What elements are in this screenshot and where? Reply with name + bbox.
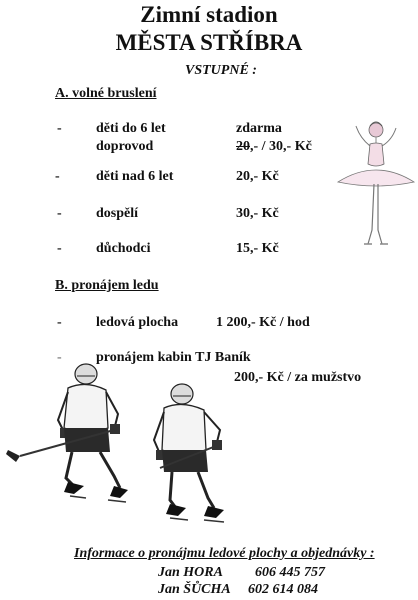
dash: - bbox=[57, 121, 62, 136]
section-b-heading: B. pronájem ledu bbox=[55, 278, 159, 293]
contact-name: Jan ŠŮCHA bbox=[158, 582, 231, 597]
price-value: 20,- Kč bbox=[236, 169, 279, 184]
dash: - bbox=[57, 315, 62, 330]
subtitle: VSTUPNÉ : bbox=[185, 63, 257, 78]
price-label: děti nad 6 let bbox=[96, 169, 174, 184]
contact-name: Jan HORA bbox=[158, 565, 223, 580]
price-value bbox=[236, 139, 312, 155]
dash: - bbox=[55, 169, 60, 184]
price-value: 1 200,- Kč / hod bbox=[216, 315, 310, 330]
title-line-1: Zimní stadion bbox=[140, 2, 278, 27]
dash: - bbox=[57, 350, 62, 365]
price-value: zdarma bbox=[236, 121, 282, 136]
section-a-heading: A. volné bruslení bbox=[55, 86, 157, 101]
price-label: dospělí bbox=[96, 206, 139, 221]
price-label: ledová plocha bbox=[96, 315, 179, 330]
hockey-player-illustration bbox=[2, 358, 134, 508]
new-price: ,- / 30,- Kč bbox=[250, 139, 312, 154]
dash: - bbox=[57, 206, 62, 221]
price-label: pronájem kabin TJ Baník bbox=[96, 350, 251, 365]
price-label: důchodci bbox=[96, 241, 151, 256]
price-label: děti do 6 let bbox=[96, 121, 166, 136]
price-value: 30,- Kč bbox=[236, 206, 279, 221]
dash: - bbox=[57, 241, 62, 256]
price-label: doprovod bbox=[96, 139, 154, 154]
old-price: 20 bbox=[236, 139, 250, 154]
ballerina-illustration bbox=[330, 118, 418, 250]
contact-phone: 606 445 757 bbox=[255, 565, 325, 580]
hockey-player-illustration bbox=[130, 380, 240, 530]
title-line-2: MĚSTA STŘÍBRA bbox=[115, 30, 303, 55]
price-value: 200,- Kč / za mužstvo bbox=[234, 370, 362, 385]
info-text: Informace o pronájmu ledové plochy a objednávky : bbox=[74, 546, 375, 561]
contact-phone: 602 614 084 bbox=[248, 582, 318, 597]
price-value: 15,- Kč bbox=[236, 241, 279, 256]
